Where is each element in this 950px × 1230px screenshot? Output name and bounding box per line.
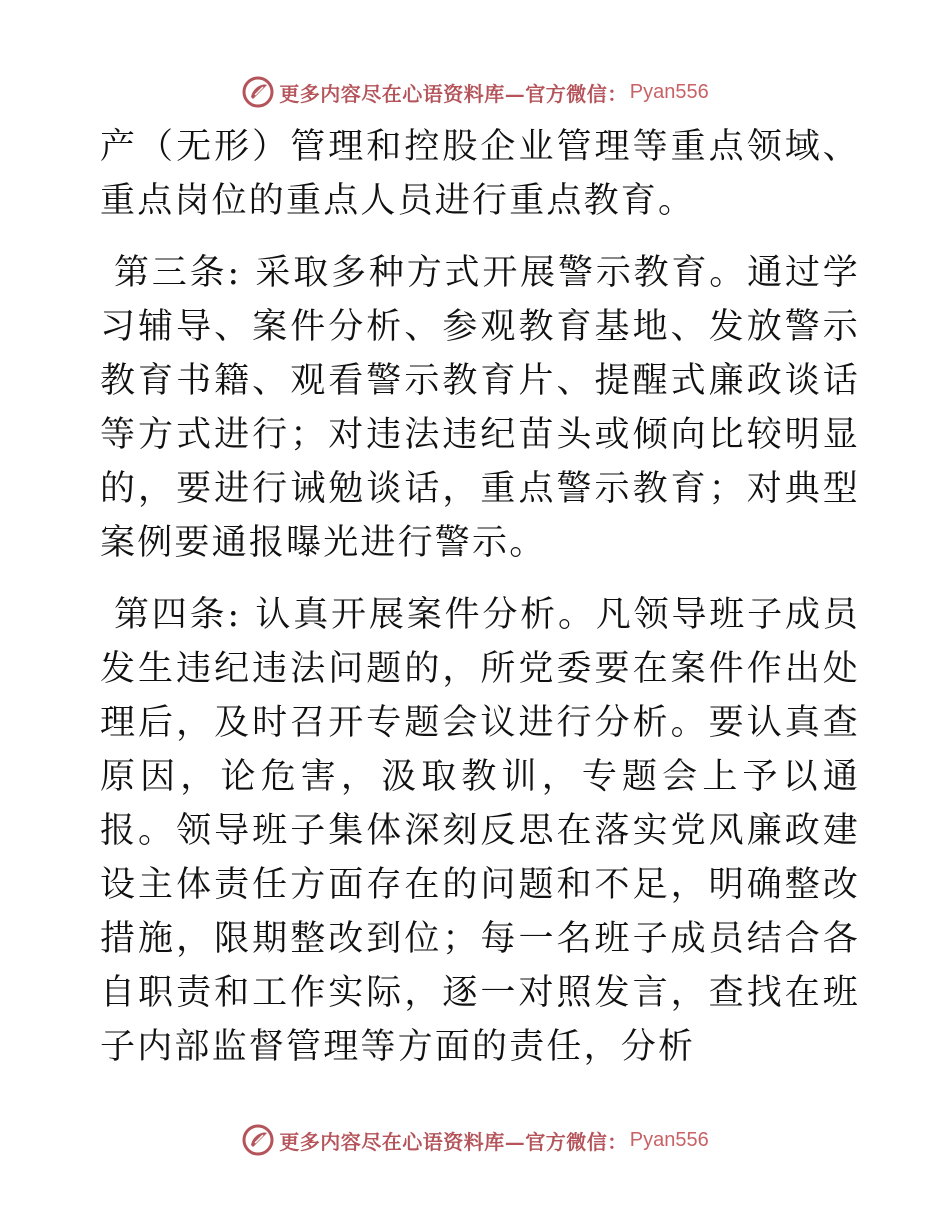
paragraph: 第三条: 采取多种方式开展警示教育。通过学习辅导、案件分析、参观教育基地、发放警示教育书籍、观看警示教育片、提醒式廉政谈话等方式进行；对违法违纪苗头或倾向比较明显的，要进行诫勉谈话，重点警示教育；对典型案例要通报曝光进行警示。 [100,253,860,563]
footer-banner-text: 更多内容尽在心语资料库—官方微信： [279,1129,628,1154]
header-banner-handle: Pyan556 [629,80,709,103]
paragraph: 产（无形）管理和控股企业管理等重点领域、重点岗位的重点人员进行重点教育。 [100,127,860,221]
footer-banner-handle: Pyan556 [629,1128,709,1151]
footer-banner [0,1120,950,1160]
header-banner [0,72,950,112]
lotus-seal-icon [241,1123,275,1157]
paragraph: 第四条: 认真开展案件分析。凡领导班子成员发生违纪违法问题的，所党委要在案件作出处理后，及时召开专题会议进行分析。要认真查原因，论危害，汲取教训，专题会上予以通报。领导班子集体深刻反思在落实党风廉政建设主体责任方面存在的问题和不足，明确整改措施，限期整改到位；每一名班子成员结合各自职责和工作实际，逐一对照发言，查找在班子内部监督管理等方面的责任，分析 [100,595,860,1067]
lotus-seal-icon [241,75,275,109]
document-body [100,120,860,1074]
header-banner-text: 更多内容尽在心语资料库—官方微信： [279,81,628,106]
